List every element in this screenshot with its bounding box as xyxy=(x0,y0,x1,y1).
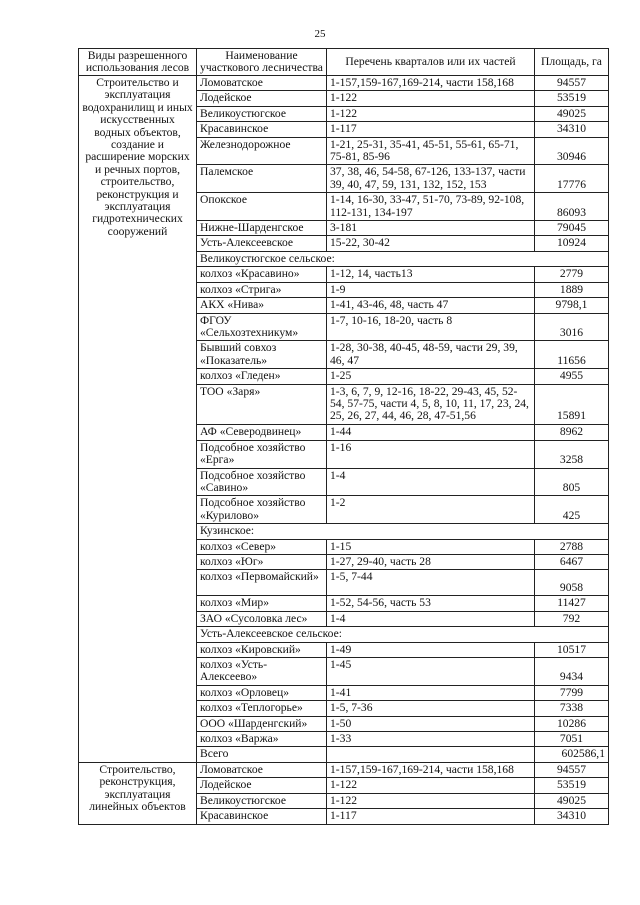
header-use: Виды разрешенного использования лесов xyxy=(79,49,197,76)
quarters-cell: 1-9 xyxy=(327,282,535,297)
area-cell: 94557 xyxy=(535,76,609,91)
total-area-cell: 602586,1 xyxy=(535,747,609,762)
quarters-cell: 1-2 xyxy=(327,496,535,524)
area-cell: 7051 xyxy=(535,732,609,747)
quarters-cell: 1-5, 7-36 xyxy=(327,701,535,716)
forest-use-table xyxy=(78,48,609,825)
forestry-name-cell: колхоз «Первомайский» xyxy=(197,570,327,596)
quarters-cell: 1-157,159-167,169-214, части 158,168 xyxy=(327,762,535,777)
forestry-name-cell: колхоз «Орловец» xyxy=(197,685,327,700)
forestry-name-cell: колхоз «Север» xyxy=(197,539,327,554)
area-cell: 15891 xyxy=(535,384,609,424)
forestry-name-cell: Палемское xyxy=(197,165,327,193)
area-cell: 10517 xyxy=(535,642,609,657)
area-cell: 1889 xyxy=(535,282,609,297)
forestry-name-cell: Великоустюгское xyxy=(197,793,327,808)
quarters-cell: 1-33 xyxy=(327,732,535,747)
forestry-name-cell: колхоз «Стрига» xyxy=(197,282,327,297)
quarters-cell: 1-44 xyxy=(327,424,535,440)
forestry-name-cell: Опокское xyxy=(197,193,327,221)
forestry-name-cell: Лодейское xyxy=(197,778,327,793)
page-number: 25 xyxy=(314,28,326,40)
area-cell: 425 xyxy=(535,496,609,524)
forestry-name-cell: ФГОУ «Сельхозтехникум» xyxy=(197,313,327,341)
quarters-cell: 1-117 xyxy=(327,809,535,824)
table-row xyxy=(79,76,609,91)
quarters-cell: 15-22, 30-42 xyxy=(327,236,535,251)
forestry-name-cell: колхоз «Кировский» xyxy=(197,642,327,657)
area-cell: 8962 xyxy=(535,424,609,440)
table-header-row xyxy=(79,49,609,76)
area-cell: 2779 xyxy=(535,267,609,282)
area-cell: 53519 xyxy=(535,91,609,106)
area-cell: 53519 xyxy=(535,778,609,793)
area-cell: 11656 xyxy=(535,341,609,369)
quarters-cell: 1-15 xyxy=(327,539,535,554)
forestry-name-cell: Подсобное хозяйство «Ерга» xyxy=(197,440,327,468)
area-cell: 7338 xyxy=(535,701,609,716)
quarters-cell: 1-4 xyxy=(327,611,535,626)
quarters-cell: 1-41, 43-46, 48, часть 47 xyxy=(327,298,535,313)
quarters-cell xyxy=(327,747,535,762)
area-cell: 3258 xyxy=(535,440,609,468)
area-cell: 792 xyxy=(535,611,609,626)
forestry-name-cell: колхоз «Мир» xyxy=(197,596,327,611)
quarters-cell: 1-14, 16-30, 33-47, 51-70, 73-89, 92-108, 112-131, 134-197 xyxy=(327,193,535,221)
forestry-name-cell: Ломоватское xyxy=(197,762,327,777)
forestry-name-cell: колхоз «Варжа» xyxy=(197,732,327,747)
forestry-name-cell: Красавинское xyxy=(197,809,327,824)
quarters-cell: 1-5, 7-44 xyxy=(327,570,535,596)
forestry-name-cell: Великоустюгское xyxy=(197,106,327,121)
forestry-name-cell: АФ «Северодвинец» xyxy=(197,424,327,440)
area-cell: 79045 xyxy=(535,221,609,236)
table-row xyxy=(79,762,609,777)
area-cell: 10286 xyxy=(535,716,609,731)
forestry-name-cell: колхоз «Гледен» xyxy=(197,369,327,384)
table-body xyxy=(79,76,609,825)
area-cell: 9434 xyxy=(535,658,609,686)
forestry-name-cell: колхоз «Теплогорье» xyxy=(197,701,327,716)
forestry-name-cell: Красавинское xyxy=(197,122,327,137)
quarters-cell: 1-157,159-167,169-214, части 158,168 xyxy=(327,76,535,91)
quarters-cell: 1-12, 14, часть13 xyxy=(327,267,535,282)
forestry-name-cell: Лодейское xyxy=(197,91,327,106)
quarters-cell: 1-50 xyxy=(327,716,535,731)
quarters-cell: 1-7, 10-16, 18-20, часть 8 xyxy=(327,313,535,341)
section-title: Кузинское: xyxy=(197,524,609,539)
quarters-cell: 3-181 xyxy=(327,221,535,236)
forestry-name-cell: Бывший совхоз «Показатель» xyxy=(197,341,327,369)
area-cell: 17776 xyxy=(535,165,609,193)
quarters-cell: 1-41 xyxy=(327,685,535,700)
quarters-cell: 1-16 xyxy=(327,440,535,468)
forestry-name-cell: ООО «Шарденгский» xyxy=(197,716,327,731)
area-cell: 9058 xyxy=(535,570,609,596)
area-cell: 34310 xyxy=(535,122,609,137)
area-cell: 49025 xyxy=(535,793,609,808)
area-cell: 7799 xyxy=(535,685,609,700)
area-cell: 9798,1 xyxy=(535,298,609,313)
area-cell: 30946 xyxy=(535,137,609,165)
quarters-cell: 1-122 xyxy=(327,91,535,106)
area-cell: 2788 xyxy=(535,539,609,554)
quarters-cell: 1-21, 25-31, 35-41, 45-51, 55-61, 65-71, 75-81, 85-96 xyxy=(327,137,535,165)
area-cell: 3016 xyxy=(535,313,609,341)
quarters-cell: 1-45 xyxy=(327,658,535,686)
quarters-cell: 1-25 xyxy=(327,369,535,384)
quarters-cell: 1-49 xyxy=(327,642,535,657)
area-cell: 11427 xyxy=(535,596,609,611)
forestry-name-cell: колхоз «Юг» xyxy=(197,555,327,570)
quarters-cell: 1-52, 54-56, часть 53 xyxy=(327,596,535,611)
forestry-name-cell: ТОО «Заря» xyxy=(197,384,327,424)
forestry-name-cell: ЗАО «Сусоловка лес» xyxy=(197,611,327,626)
area-cell: 6467 xyxy=(535,555,609,570)
forestry-name-cell: колхоз «Красавино» xyxy=(197,267,327,282)
area-cell: 49025 xyxy=(535,106,609,121)
area-cell: 34310 xyxy=(535,809,609,824)
forestry-name-cell: колхоз «Усть-Алексеево» xyxy=(197,658,327,686)
forestry-name-cell: Нижне-Шарденгское xyxy=(197,221,327,236)
forestry-name-cell: АКХ «Нива» xyxy=(197,298,327,313)
forestry-name-cell: Железнодорожное xyxy=(197,137,327,165)
forestry-name-cell: Подсобное хозяйство «Савино» xyxy=(197,468,327,496)
header-forestry: Наименование участкового лесничества xyxy=(197,49,327,76)
use-type-cell: Строительство и эксплуатация водохранилищ и иных искусственных водных объектов, создание и расширение морских и речных портов, строительство, реконструкция и эксплуатация гидротехнических сооружений xyxy=(79,76,197,763)
quarters-cell: 1-122 xyxy=(327,106,535,121)
quarters-cell: 1-27, 29-40, часть 28 xyxy=(327,555,535,570)
section-title: Великоустюгское сельское: xyxy=(197,251,609,266)
header-quarters: Перечень кварталов или их частей xyxy=(327,49,535,76)
forestry-name-cell: Ломоватское xyxy=(197,76,327,91)
use-type-cell: Строительство, реконструкция, эксплуатация линейных объектов xyxy=(79,762,197,824)
quarters-cell: 1-28, 30-38, 40-45, 48-59, части 29, 39, 46, 47 xyxy=(327,341,535,369)
area-cell: 94557 xyxy=(535,762,609,777)
area-cell: 10924 xyxy=(535,236,609,251)
forestry-name-cell: Усть-Алексеевское xyxy=(197,236,327,251)
quarters-cell: 1-117 xyxy=(327,122,535,137)
area-cell: 4955 xyxy=(535,369,609,384)
quarters-cell: 1-122 xyxy=(327,793,535,808)
total-label: Всего xyxy=(197,747,327,762)
quarters-cell: 1-4 xyxy=(327,468,535,496)
section-title: Усть-Алексеевское сельское: xyxy=(197,627,609,642)
area-cell: 86093 xyxy=(535,193,609,221)
forestry-name-cell: Подсобное хозяйство «Курилово» xyxy=(197,496,327,524)
quarters-cell: 1-3, 6, 7, 9, 12-16, 18-22, 29-43, 45, 52-54, 57-75, части 4, 5, 8, 10, 11, 17, 23, 24, 25, 26, 27, 44, 46, 28, 47-51,56 xyxy=(327,384,535,424)
quarters-cell: 37, 38, 46, 54-58, 67-126, 133-137, части 39, 40, 47, 59, 131, 132, 152, 153 xyxy=(327,165,535,193)
header-area: Площадь, га xyxy=(535,49,609,76)
area-cell: 805 xyxy=(535,468,609,496)
quarters-cell: 1-122 xyxy=(327,778,535,793)
